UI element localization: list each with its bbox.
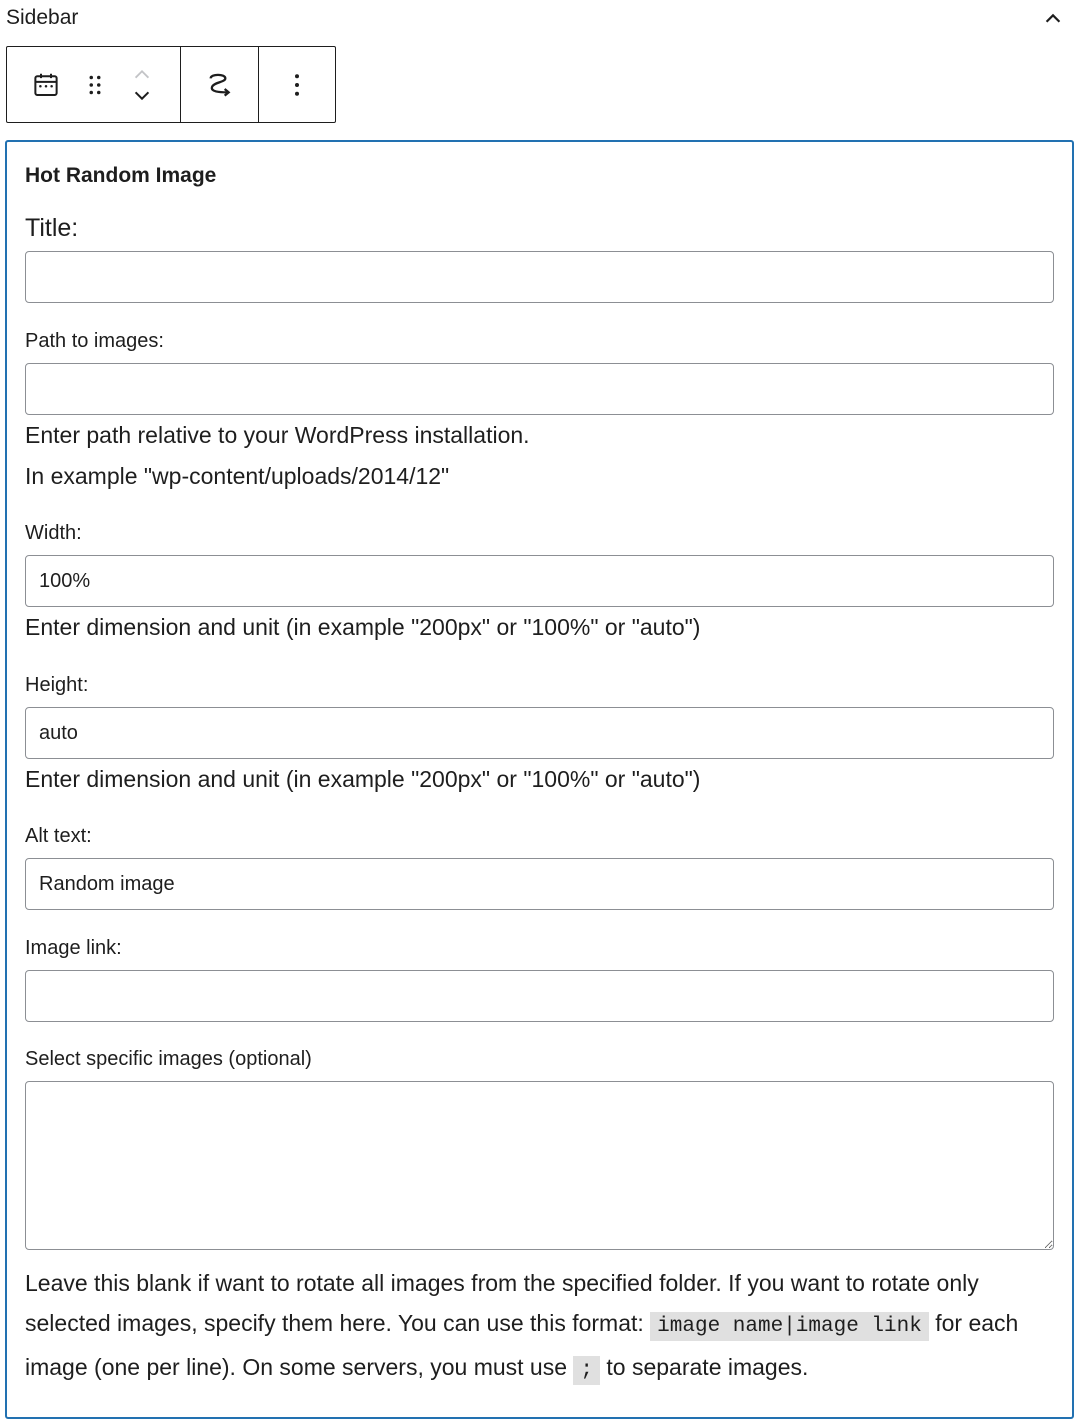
image-link-input[interactable]: [25, 970, 1054, 1022]
height-label: Height:: [25, 674, 89, 696]
separator-code: ;: [573, 1356, 600, 1385]
drag-handle[interactable]: [85, 47, 105, 122]
chevron-up-icon: [1042, 8, 1064, 30]
format-code: image name|image link: [650, 1312, 929, 1341]
block-toolbar: [6, 46, 336, 123]
sidebar-header: [0, 0, 1078, 40]
path-input[interactable]: [25, 363, 1054, 415]
transform-icon: [204, 69, 236, 101]
block-toolbar-group-transform: [181, 47, 259, 122]
chevron-down-icon: [131, 88, 153, 104]
widget-form: [5, 140, 1074, 1419]
path-example: In example "wp-content/uploads/2014/12": [25, 463, 450, 489]
block-toolbar-group-main: [7, 47, 181, 122]
select-images-textarea[interactable]: [25, 1081, 1054, 1250]
title-label: Title:: [25, 214, 79, 242]
height-input[interactable]: [25, 707, 1054, 759]
move-up-button[interactable]: [131, 66, 153, 82]
collapse-button[interactable]: [1038, 4, 1068, 34]
select-images-help: [25, 1263, 1045, 1391]
panel-title: Sidebar: [6, 6, 79, 29]
help-text-part3: to separate images.: [600, 1354, 809, 1380]
block-toolbar-group-options: [259, 47, 335, 122]
calendar-icon: [31, 70, 61, 100]
alt-text-input[interactable]: [25, 858, 1054, 910]
height-help: Enter dimension and unit (in example "200px" or "100%" or "auto"): [25, 766, 701, 792]
alt-text-label: Alt text:: [25, 825, 92, 847]
more-vertical-icon: [292, 70, 302, 100]
options-button[interactable]: [292, 70, 302, 100]
move-down-button[interactable]: [131, 88, 153, 104]
transform-button[interactable]: [204, 69, 236, 101]
block-mover: [105, 47, 181, 122]
path-help: Enter path relative to your WordPress installation.: [25, 422, 530, 448]
title-input[interactable]: [25, 251, 1054, 303]
width-help: Enter dimension and unit (in example "200px" or "100%" or "auto"): [25, 614, 701, 640]
help-text-part1: Leave this blank if want to rotate all images from the specified folder. If you want to rotate only selected images, specify them here. You can use this format:: [25, 1270, 979, 1336]
drag-handle-icon: [85, 70, 105, 100]
width-input[interactable]: [25, 555, 1054, 607]
help-text-part2: for each image (one per line). On some servers, you must use: [25, 1310, 1019, 1380]
path-label: Path to images:: [25, 330, 164, 352]
width-label: Width:: [25, 522, 82, 544]
image-link-label: Image link:: [25, 937, 122, 959]
select-images-label: Select specific images (optional): [25, 1048, 312, 1070]
block-type-button[interactable]: [7, 47, 85, 122]
widget-title: Hot Random Image: [25, 164, 217, 187]
chevron-up-icon: [131, 66, 153, 82]
